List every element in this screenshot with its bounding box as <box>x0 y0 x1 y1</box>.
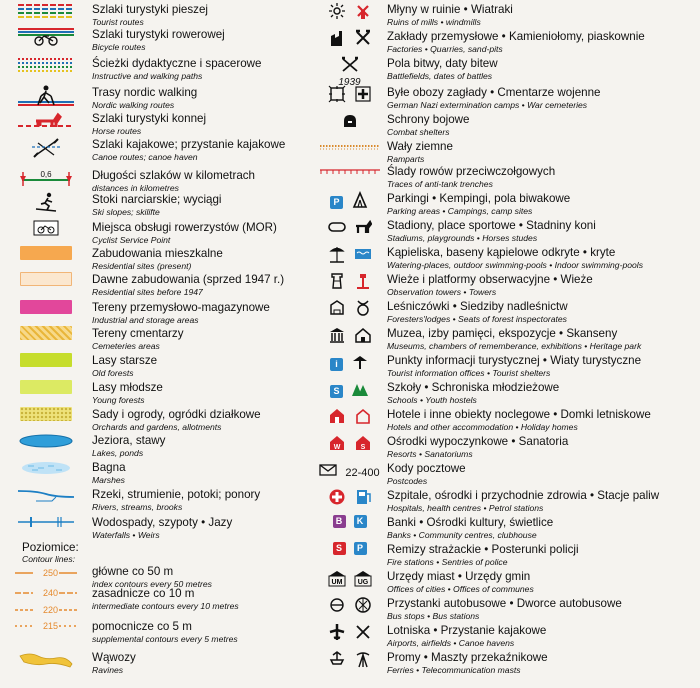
legend-row-marsh <box>0 460 300 484</box>
airport-icon <box>328 623 346 646</box>
legend-label: Stoki narciarskie; wyciągi <box>92 193 222 206</box>
foresters-lodge-icon <box>328 299 346 322</box>
contour-value: 220 <box>43 605 59 615</box>
legend-symbol <box>0 272 92 286</box>
legend-label: Kody pocztowe <box>387 462 466 475</box>
contour-symbol <box>0 603 92 617</box>
legend-symbol <box>312 164 387 182</box>
legend-label: Schrony bojowe <box>387 113 470 126</box>
legend-label-en: Airports, airfields • Canoe havens <box>387 637 515 648</box>
legend-row-bank <box>312 515 700 539</box>
legend-label: Lotniska • Przystanie kajakowe <box>387 624 547 637</box>
legend-row-camp <box>312 85 700 109</box>
legend-symbol <box>312 488 387 511</box>
color-swatch <box>20 300 72 314</box>
legend-label: Miejsca obsługi rowerzystów (MOR) <box>92 221 277 234</box>
legend-row-bus <box>312 596 700 620</box>
legend-label-en: Bus stops • Bus stations <box>387 610 480 621</box>
legend-row-mill <box>312 2 700 26</box>
legend-label: Leśniczówki • Siedziby nadleśnictw <box>387 300 568 313</box>
legend-label-en: Resorts • Sanatoriums <box>387 448 473 459</box>
legend-label-en: Postcodes <box>387 475 428 486</box>
legend-row-old <box>0 353 300 377</box>
envelope-icon <box>319 461 337 484</box>
legend-label: Tereny cmentarzy <box>92 327 184 340</box>
legend-symbol <box>0 2 92 23</box>
legend-row-ferry <box>312 650 700 674</box>
rampart-icon <box>319 139 381 157</box>
lake-icon <box>16 433 76 454</box>
legend-label-en: Bicycle routes <box>92 41 146 52</box>
contour-heading <box>22 541 79 564</box>
legend-symbol <box>0 353 92 367</box>
legend-label: Ślady rowów przeciwczołgowych <box>387 165 556 178</box>
legend-symbol <box>312 326 387 349</box>
legend-row-forest <box>312 299 700 323</box>
legend-label: Rzeki, strumienie, potoki; ponory <box>92 488 261 501</box>
legend-label: Ścieżki dydaktyczne i spacerowe <box>92 57 262 70</box>
legend-label-en: Ruins of mills • windmills <box>387 16 481 27</box>
legend-label-en: Ski slopes; skilifte <box>92 206 160 217</box>
color-swatch <box>20 246 72 260</box>
hospital-icon <box>328 488 346 511</box>
anti-tank-trench-icon <box>319 164 381 182</box>
legend-row-cem <box>0 326 300 350</box>
legend-row-info <box>312 353 700 377</box>
legend-label-en: Tourist information offices • Tourist shelters <box>387 367 551 378</box>
legend-label: Byłe obozy zagłady • Cmentarze wojenne <box>387 86 601 99</box>
legend-label: Szlaki kajakowe; przystanie kajakowe <box>92 138 286 151</box>
legend-label: Promy • Maszty przekaźnikowe <box>387 651 548 664</box>
legend-symbol <box>312 650 387 673</box>
contour-symbol <box>0 619 92 633</box>
legend-symbol <box>0 460 92 481</box>
war-cemetery-icon <box>354 85 372 108</box>
legend-label: Zakłady przemysłowe • Kamieniołomy, piaskownie <box>387 30 645 43</box>
legend-label-en: Museums, chambers of rememberance, exhibitions • Heritage park <box>387 340 642 351</box>
contour-value: 250 <box>43 568 59 578</box>
legend-row-bath <box>312 245 700 269</box>
contour-label-en: index contours every 50 metres <box>92 578 212 589</box>
legend-symbol <box>312 272 387 295</box>
contour-row <box>0 619 300 643</box>
legend-label: Długości szlaków w kilometrach <box>92 169 256 182</box>
legend-label-en: Old forests <box>92 367 134 378</box>
legend-row-bike <box>0 27 300 52</box>
legend-label: Stadiony, place sportowe • Stadniny koni <box>387 219 596 232</box>
legend-label: Szpitale, ośrodki i przychodnie zdrowia • Stacje paliw <box>387 489 660 502</box>
battle-year: 1939 <box>338 77 361 88</box>
contour-symbol <box>0 566 92 580</box>
legend-row-office <box>312 569 700 593</box>
legend-label: Lasy starsze <box>92 354 158 367</box>
legend-label-en: Schools • Youth hostels <box>387 394 477 405</box>
legend-row-nordic <box>0 85 300 112</box>
legend-row-ind <box>0 300 300 324</box>
indoor-pool-icon <box>354 245 372 268</box>
community-centre-icon: K <box>354 515 367 528</box>
waterfall-icon <box>16 515 76 534</box>
legend-label-en: Horse routes <box>92 125 142 136</box>
contour-title: Poziomice: <box>22 541 79 554</box>
legend-row-post <box>312 461 700 485</box>
bus-station-icon <box>354 596 372 619</box>
legend-label: Bagna <box>92 461 126 474</box>
contour-value: 240 <box>43 588 59 598</box>
contour-subtitle: Contour lines: <box>22 554 76 564</box>
legend-label: Tereny przemysłowo-magazynowe <box>92 301 270 314</box>
ferry-icon <box>328 650 346 673</box>
legend-row-young <box>0 380 300 404</box>
legend-symbol <box>0 168 92 193</box>
contour-label: zasadnicze co 10 m <box>92 587 195 600</box>
fire-station-icon: S <box>333 542 346 555</box>
legend-label: Wieże i platformy obserwacyjne • Wieże <box>387 273 593 286</box>
dotted-swatch <box>20 407 72 421</box>
legend-symbol <box>312 623 387 646</box>
legend-row-fact <box>312 29 700 53</box>
legend-symbol <box>312 245 387 268</box>
legend-row-fall <box>0 515 300 539</box>
legend-label: Hotele i inne obiekty noclegowe • Domki letniskowe <box>387 408 651 421</box>
legend-label: Sady i ogrody, ogródki działkowe <box>92 408 261 421</box>
legend-row-air <box>312 623 700 647</box>
legend-row-fire <box>312 542 700 566</box>
telecom-mast-icon <box>354 650 372 673</box>
youth-hostel-icon <box>351 380 369 403</box>
legend-row-stad <box>312 218 700 242</box>
legend-label-en: Foresters'lodges • Seats of forest inspectorates <box>387 313 567 324</box>
legend-label-en: Ferries • Telecommunication masts <box>387 664 521 675</box>
horse-icon <box>16 111 76 134</box>
legend-label-en: Waterfalls • Weirs <box>92 529 160 540</box>
color-swatch <box>20 380 72 394</box>
legend-symbol <box>312 299 387 322</box>
skier-icon <box>16 192 76 217</box>
legend-label-en: Observation towers • Towers <box>387 286 497 297</box>
legend-label: Punkty informacji turystycznej • Wiaty turystyczne <box>387 354 642 367</box>
legend-symbol <box>0 111 92 134</box>
legend-label-en: Cyclist Service Point <box>92 234 171 245</box>
legend-symbol <box>0 27 92 52</box>
legend-label: Wodospady, szypoty • Jazy <box>92 516 233 529</box>
svg-text:UM: UM <box>331 579 342 586</box>
legend-row-ramp <box>312 139 700 163</box>
legend-row-res <box>0 246 300 270</box>
holiday-home-icon <box>354 407 372 430</box>
legend-symbol <box>0 487 92 508</box>
horse-stud-icon <box>354 218 372 241</box>
color-swatch <box>20 272 72 286</box>
legend-symbol <box>0 220 92 241</box>
legend-label-en: Watering-places, outdoor swimming-pools • Indoor swimming-pools <box>387 259 643 270</box>
nordic-walker-icon <box>16 85 76 112</box>
legend-label-en: Young forests <box>92 394 145 405</box>
canoe-icon <box>16 137 76 164</box>
legend-label-en: Parking areas • Campings, camp sites <box>387 205 533 216</box>
legend-label: Jeziora, stawy <box>92 434 166 447</box>
legend-label-en: Banks • Community centres, clubhouse <box>387 529 537 540</box>
legend-label-en: Instructive and walking paths <box>92 70 203 81</box>
watering-place-icon <box>328 245 346 268</box>
contour-value: 215 <box>43 621 59 631</box>
legend-symbol <box>312 407 387 430</box>
legend-label: Zabudowania mieszkalne <box>92 247 223 260</box>
extermination-camp-icon <box>328 85 346 108</box>
legend-label: Banki • Ośrodki kultury, świetlice <box>387 516 554 529</box>
legend-label-en: Lakes, ponds <box>92 447 144 458</box>
legend-row-ditch <box>312 164 700 188</box>
city-office-icon <box>328 569 346 592</box>
tourist-shelter-icon <box>351 353 369 376</box>
svg-text:0,6: 0,6 <box>40 170 52 179</box>
legend-label-en: Stadiums, playgrounds • Horses studes <box>387 232 538 243</box>
bank-icon: B <box>333 515 346 528</box>
svg-text:S: S <box>360 444 365 451</box>
legend-row-museum <box>312 326 700 350</box>
color-swatch <box>20 353 72 367</box>
legend-label-en: Residential sites before 1947 <box>92 286 203 297</box>
legend-label: Urzędy miast • Urzędy gmin <box>387 570 531 583</box>
legend-symbol <box>0 380 92 394</box>
legend-symbol <box>0 246 92 260</box>
petrol-station-icon <box>354 488 372 511</box>
legend-label-en: Nordic walking routes <box>92 99 175 110</box>
legend-label-en: Hospitals, health centres • Petrol stations <box>387 502 544 513</box>
legend-symbol <box>312 569 387 592</box>
river-icon <box>16 487 76 508</box>
legend-row-battle <box>312 56 700 88</box>
contour-row <box>0 600 300 617</box>
legend-label-en: Traces of anti-tank trenches <box>387 178 493 189</box>
observation-tower-icon <box>328 272 346 295</box>
legend-label-en: Industrial and storage areas <box>92 314 199 325</box>
legend-row-ski <box>0 192 300 217</box>
legend-label: Szlaki turystyki konnej <box>92 112 207 125</box>
legend-label: Szlaki turystyki pieszej <box>92 3 208 16</box>
contour-label: główne co 50 m <box>92 565 174 578</box>
legend-label: Szkoły • Schroniska młodzieżowe <box>387 381 560 394</box>
school-icon: S <box>330 385 343 398</box>
legend-label-en: Battlefields, dates of battles <box>387 70 493 81</box>
legend-label-en: Cemeteries areas <box>92 340 160 351</box>
legend-row-school <box>312 380 700 404</box>
legend-symbol <box>312 112 387 135</box>
legend-label: Wały ziemne <box>387 140 453 153</box>
legend-symbol <box>312 218 387 241</box>
legend-label-en: Marshes <box>92 474 125 485</box>
canoe-haven-icon <box>354 623 372 646</box>
battlefield-icon <box>340 56 360 77</box>
legend-row-river <box>0 487 300 511</box>
legend-label: Parkingi • Kempingi, pola biwakowe <box>387 192 571 205</box>
legend-symbol <box>312 2 387 25</box>
legend-label-en: Offices of cities • Offices of communes <box>387 583 534 594</box>
factory-icon <box>328 29 346 52</box>
museum-icon <box>328 326 346 349</box>
legend-label: Przystanki autobusowe • Dworce autobusowe <box>387 597 622 610</box>
ravine-symbol <box>0 650 92 674</box>
legend-row-hotel <box>312 407 700 431</box>
ravine-label: Wąwozy <box>92 651 136 664</box>
legend-label-en: Residential sites (present) <box>92 260 192 271</box>
legend-symbol <box>312 434 387 457</box>
legend-label: Lasy młodsze <box>92 381 163 394</box>
legend-symbol <box>312 515 387 528</box>
legend-label: Trasy nordic walking <box>92 86 198 99</box>
heritage-park-icon <box>354 326 372 349</box>
legend-symbol <box>312 85 387 108</box>
legend-label-en: Tourist routes <box>92 16 144 27</box>
contour-symbol <box>0 586 92 600</box>
legend-row-res47 <box>0 272 300 296</box>
legend-symbol <box>312 56 387 88</box>
resort-icon <box>328 434 346 457</box>
combat-shelter-icon <box>341 112 359 135</box>
legend-symbol <box>0 407 92 421</box>
legend-symbol <box>0 137 92 164</box>
legend-label: Dawne zabudowania (sprzed 1947 r.) <box>92 273 285 286</box>
legend-symbol <box>312 596 387 619</box>
didactic-path-icon <box>16 56 76 77</box>
legend-label-en: Fire stations • Sentries of police <box>387 556 508 567</box>
legend-label-en: Factories • Quarries, sand-pits <box>387 43 503 54</box>
legend-label-en: distances in kilometres <box>92 182 179 193</box>
tower-icon <box>354 272 372 295</box>
legend-label: Szlaki turystyki rowerowej <box>92 28 225 41</box>
legend-label: Ośrodki wypoczynkowe • Sanatoria <box>387 435 569 448</box>
legend-symbol <box>0 56 92 77</box>
svg-text:UG: UG <box>357 579 368 586</box>
hotel-icon <box>328 407 346 430</box>
camping-icon <box>351 191 369 214</box>
legend-row-canoe <box>0 137 300 164</box>
legend-symbol <box>312 461 387 484</box>
legend-label-en: Hotels and other accommodation • Holiday homes <box>387 421 578 432</box>
legend-row-edu <box>0 56 300 80</box>
legend-label: Pola bitwy, daty bitew <box>387 57 498 70</box>
legend-row-walk <box>0 2 300 26</box>
legend-symbol <box>0 433 92 454</box>
cyclist-service-icon <box>16 220 76 241</box>
legend-symbol <box>312 380 387 403</box>
legend-symbol <box>0 85 92 112</box>
contour-label-en: supplemental contours every 5 metres <box>92 633 238 644</box>
marsh-icon <box>16 460 76 481</box>
distance-marker-icon <box>16 168 76 193</box>
stadium-icon <box>328 218 346 241</box>
tourist-info-icon: i <box>330 358 343 371</box>
legend-row-tower <box>312 272 700 296</box>
legend-symbol <box>0 192 92 217</box>
legend-label: Kąpieliska, baseny kąpielowe odkryte • kryte <box>387 246 616 259</box>
contour-label: pomocnicze co 5 m <box>92 620 192 633</box>
legend-symbol <box>0 326 92 340</box>
legend-label-en: Orchards and gardens, allotments <box>92 421 222 432</box>
svg-text:W: W <box>333 444 340 451</box>
legend-row-horse <box>0 111 300 135</box>
bicycle-icon <box>16 27 76 52</box>
legend-label-en: Rivers, streams, brooks <box>92 501 183 512</box>
legend-symbol <box>312 191 387 214</box>
ravine-row <box>0 650 300 674</box>
commune-office-icon <box>354 569 372 592</box>
windmill-icon <box>354 2 372 25</box>
legend-label: Remizy strażackie • Posterunki policji <box>387 543 579 556</box>
legend-symbol <box>0 300 92 314</box>
legend-symbol <box>312 542 387 555</box>
postcode-value: 22-400 <box>345 466 380 479</box>
legend-label-en: Ramparts <box>387 153 425 164</box>
legend-row-dist <box>0 168 300 193</box>
legend-label-en: German Nazi extermination camps • War cemeteries <box>387 99 588 110</box>
police-icon: P <box>354 542 367 555</box>
legend-symbol <box>0 515 92 534</box>
sanatorium-icon <box>354 434 372 457</box>
walking-route-icon <box>16 2 76 23</box>
legend-symbol <box>312 29 387 52</box>
legend-row-park <box>312 191 700 215</box>
legend-row-mor <box>0 220 300 244</box>
legend-symbol <box>312 139 387 157</box>
parking-icon: P <box>330 196 343 209</box>
ravine-label-en: Ravines <box>92 664 124 675</box>
contour-row <box>0 566 300 588</box>
legend-row-shelter <box>312 112 700 136</box>
legend-label: Młyny w ruinie • Wiatraki <box>387 3 513 16</box>
contour-label-en: intermediate contours every 10 metres <box>92 600 239 611</box>
bus-stop-icon <box>328 596 346 619</box>
legend-label-en: Combat shelters <box>387 126 450 137</box>
legend-symbol <box>312 353 387 376</box>
ruined-mill-icon <box>328 2 346 25</box>
quarry-icon <box>354 29 372 52</box>
forest-inspectorate-icon <box>354 299 372 322</box>
legend-label: Muzea, izby pamięci, ekspozycje • Skanseny <box>387 327 618 340</box>
legend-row-resort <box>312 434 700 458</box>
hatched-swatch <box>20 326 72 340</box>
legend-label-en: Canoe routes; canoe haven <box>92 151 198 162</box>
legend-row-lake <box>0 433 300 457</box>
legend-row-hosp <box>312 488 700 512</box>
legend-row-orch <box>0 407 300 431</box>
